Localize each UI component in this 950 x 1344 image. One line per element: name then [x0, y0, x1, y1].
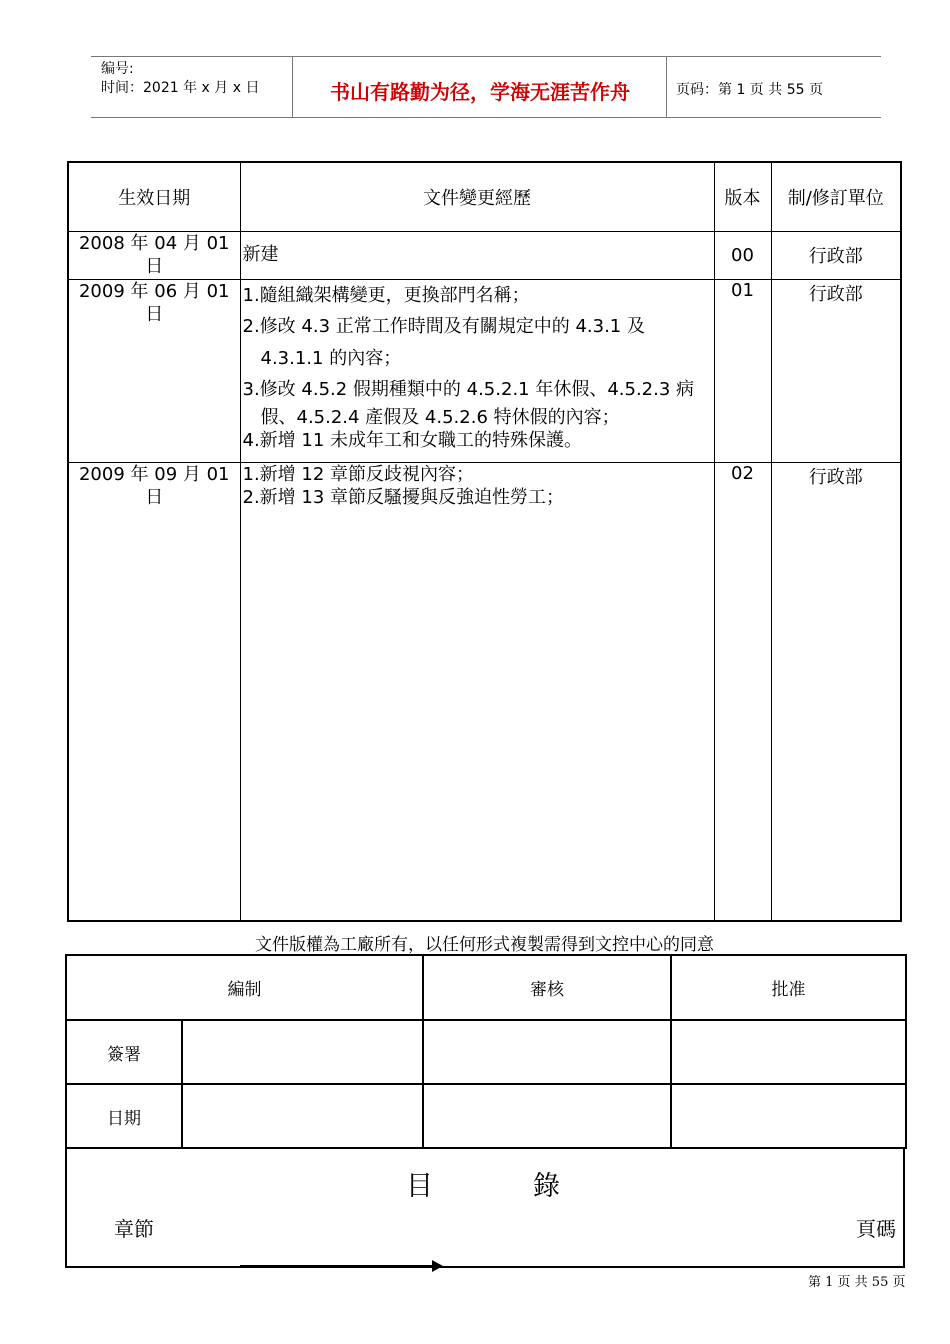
row-unit: 行政部	[771, 462, 901, 921]
change-item: 3.修改 4.5.2 假期種類中的 4.5.2.1 年休假、4.5.2.3 病	[242, 379, 695, 400]
table-row	[68, 231, 901, 279]
change-item-continuation: 4.3.1.1 的內容；	[260, 347, 402, 369]
row-description	[240, 462, 714, 921]
revision-header-row	[68, 162, 901, 231]
approval-table	[65, 954, 907, 1149]
header-bottom-rule	[91, 117, 881, 118]
column-header-version: 版本	[714, 162, 771, 231]
copyright-notice: 文件版權為工廠所有，以任何形式複製需得到文控中心的同意	[255, 935, 714, 955]
table-row	[68, 279, 901, 462]
row-date	[68, 462, 240, 921]
date-cell-reviewed[interactable]	[423, 1084, 671, 1148]
change-item: 1.新增 12 章節反歧視內容；	[242, 463, 475, 485]
table-row	[68, 462, 901, 921]
revision-history-table	[67, 161, 902, 922]
header-top-rule	[91, 56, 881, 57]
row-unit: 行政部	[771, 231, 901, 279]
row-date-line1: 2009 年 09 月 01	[78, 463, 230, 485]
header-page-info: 页码：第 1 页 共 55 页	[676, 82, 823, 98]
change-item-continuation: 假、4.5.2.4 產假及 4.5.2.6 特休假的內容；	[260, 406, 620, 428]
approval-header-approved: 批准	[671, 955, 906, 1020]
signature-cell-approved[interactable]	[671, 1020, 906, 1084]
change-item: 4.新增 11 未成年工和女職工的特殊保護。	[242, 429, 583, 451]
column-header-effective-date: 生效日期	[68, 162, 240, 231]
header-time-label: 时间：2021 年 x 月 x 日	[101, 80, 260, 96]
toc-page-label: 頁碼	[856, 1217, 896, 1241]
row-version: 02	[714, 462, 771, 921]
row-date	[68, 279, 240, 462]
row-unit: 行政部	[771, 279, 901, 462]
row-description	[240, 231, 714, 279]
change-item: 2.修改 4.3 正常工作時間及有關規定中的 4.3.1 及	[242, 316, 645, 337]
row-date	[68, 231, 240, 279]
approval-row-label-date: 日期	[66, 1084, 182, 1148]
date-cell-compiled[interactable]	[182, 1084, 423, 1148]
header-number-label: 编号:	[101, 61, 134, 77]
approval-header-compiled: 編制	[66, 955, 423, 1020]
row-date-line2: 日	[145, 255, 164, 277]
approval-signature-row	[66, 1020, 906, 1084]
toc-title-second-char: 錄	[533, 1171, 560, 1202]
row-date-line2: 日	[145, 486, 164, 508]
row-date-line1: 2009 年 06 月 01	[78, 280, 230, 302]
approval-date-row	[66, 1084, 906, 1148]
row-version: 01	[714, 279, 771, 462]
column-header-change-history: 文件變更經歷	[240, 162, 714, 231]
toc-box	[65, 1147, 905, 1268]
header-divider-right	[666, 56, 667, 118]
header-meta	[101, 60, 259, 98]
row-date-line2: 日	[145, 303, 164, 325]
header-motto: 书山有路勤为径，学海无涯苦作舟	[330, 80, 630, 104]
approval-header-row	[66, 955, 906, 1020]
column-header-revising-unit: 制/修訂單位	[771, 162, 901, 231]
toc-chapter-label: 章節	[114, 1217, 154, 1241]
change-item: 2.新增 13 章節反騷擾與反強迫性勞工；	[242, 486, 565, 508]
arrow-right-icon	[432, 1260, 443, 1272]
approval-row-label-signature: 簽署	[66, 1020, 182, 1084]
toc-arrow-line	[240, 1265, 435, 1268]
row-version: 00	[714, 231, 771, 279]
signature-cell-compiled[interactable]	[182, 1020, 423, 1084]
change-item: 1.隨組織架構變更，更換部門名稱；	[242, 284, 530, 306]
row-description	[240, 279, 714, 462]
row-date-line1: 2008 年 04 月 01	[78, 232, 230, 254]
approval-header-reviewed: 審核	[423, 955, 671, 1020]
date-cell-approved[interactable]	[671, 1084, 906, 1148]
page-footer: 第 1 页 共 55 页	[808, 1275, 906, 1290]
toc-title-first-char: 目	[406, 1171, 433, 1202]
signature-cell-reviewed[interactable]	[423, 1020, 671, 1084]
header-divider-left	[292, 56, 293, 118]
change-item: 新建	[242, 244, 279, 266]
